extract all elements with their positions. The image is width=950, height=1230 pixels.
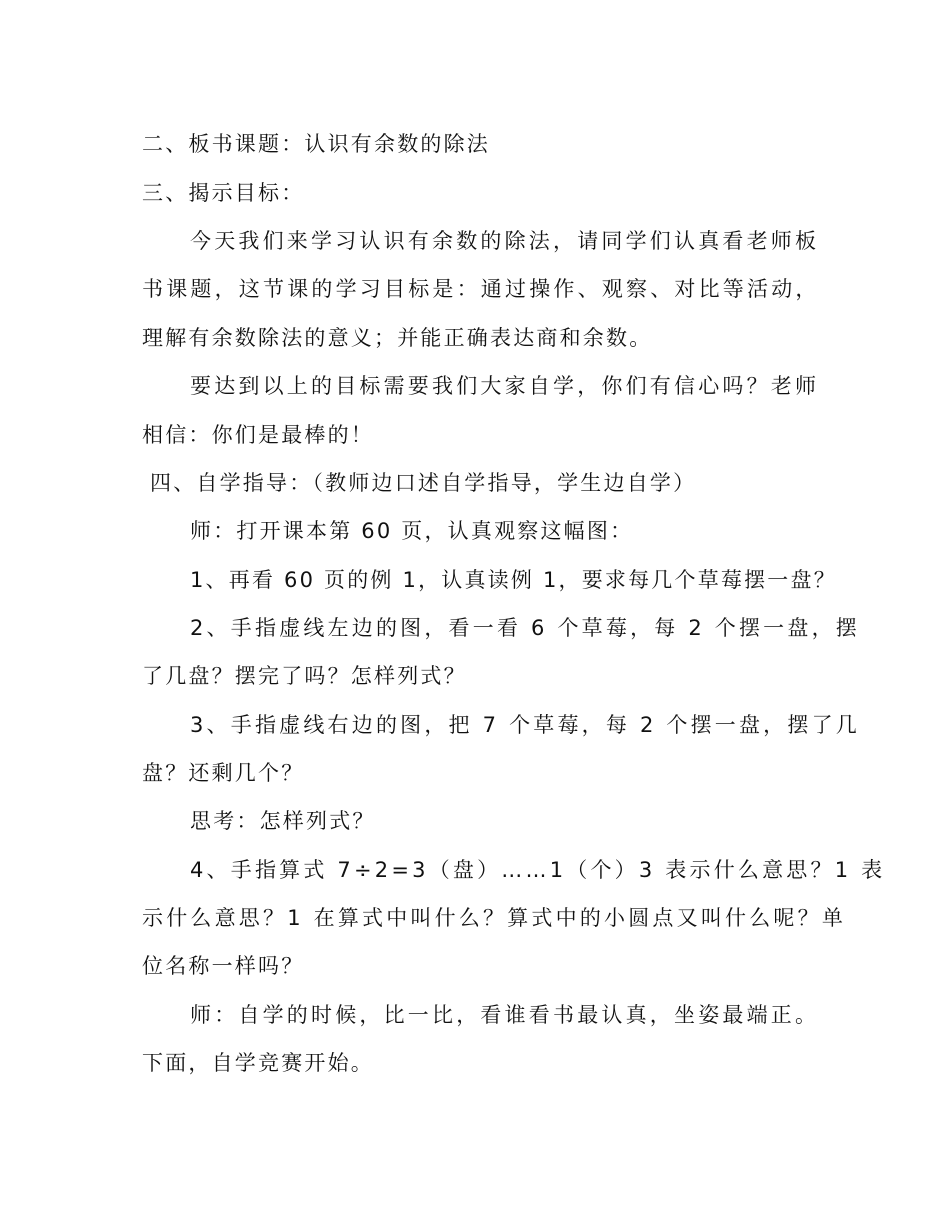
paragraph-line: 师：自学的时候，比一比，看谁看书最认真，坐姿最端正。 [190, 1003, 820, 1027]
paragraph-line: 相信：你们是最棒的！ [142, 423, 374, 447]
list-item-continued: 位名称一样吗？ [142, 954, 305, 978]
section-three-heading: 三、揭示目标： [142, 181, 305, 205]
paragraph-line: 师：打开课本第 60 页，认真观察这幅图： [190, 519, 634, 543]
section-two-heading: 二、板书课题：认识有余数的除法 [142, 132, 490, 156]
list-item-continued: 盘？还剩几个？ [142, 761, 305, 785]
list-item-continued: 示什么意思？1 在算式中叫什么？算式中的小圆点又叫什么呢？单 [142, 906, 847, 930]
paragraph-line: 书课题，这节课的学习目标是：通过操作、观察、对比等活动， [142, 277, 820, 301]
paragraph-line: 要达到以上的目标需要我们大家自学，你们有信心吗？老师 [190, 374, 820, 398]
list-item-continued: 了几盘？摆完了吗？怎样列式？ [142, 664, 467, 688]
paragraph-line: 今天我们来学习认识有余数的除法，请同学们认真看老师板 [190, 229, 820, 253]
list-item: 2、手指虚线左边的图，看一看 6 个草莓，每 2 个摆一盘，摆 [190, 616, 860, 640]
paragraph-line: 思考：怎样列式？ [190, 809, 376, 833]
paragraph-line: 理解有余数除法的意义；并能正确表达商和余数。 [142, 326, 653, 350]
paragraph-line: 下面，自学竞赛开始。 [142, 1051, 374, 1075]
list-item: 3、手指虚线右边的图，把 7 个草莓，每 2 个摆一盘，摆了几 [190, 713, 860, 737]
list-item: 4、手指算式 7÷2=3（盘）……1（个）3 表示什么意思？1 表 [190, 858, 886, 882]
section-four-heading: 四、自学指导：（教师边口述自学指导，学生边自学） [150, 471, 697, 495]
list-item: 1、再看 60 页的例 1，认真读例 1，要求每几个草莓摆一盘？ [190, 568, 837, 592]
